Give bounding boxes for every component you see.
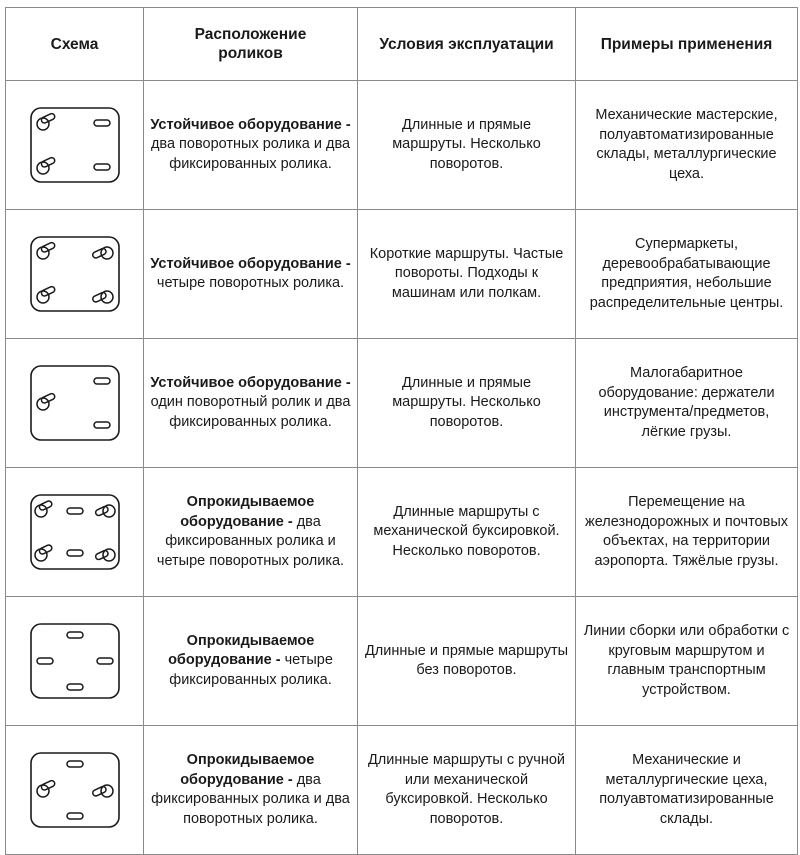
examples-cell: Супермаркеты, деревообрабатывающие предприятия, небольшие распределительные центры.	[576, 210, 798, 339]
scheme-cell	[6, 468, 144, 597]
examples-cell: Линии сборки или обработки с круговым маршрутом и главным транспортным устройством.	[576, 597, 798, 726]
table-row	[6, 468, 798, 597]
scheme-cell	[6, 597, 144, 726]
conditions-cell: Длинные маршруты с ручной или механической буксировкой. Несколько поворотов.	[358, 726, 576, 855]
arrangement-bold: Устойчивое оборудование -	[150, 255, 351, 272]
table-row	[6, 726, 798, 855]
four-fixed-diamond-icon	[29, 622, 121, 700]
arrangement-cell	[144, 210, 358, 339]
arrangement-text: два фиксированных ролика и два поворотных ролика.	[151, 771, 350, 827]
examples-cell: Механические и металлургические цеха, полуавтоматизированные склады.	[576, 726, 798, 855]
table-row	[6, 81, 798, 210]
four-swivel-icon	[29, 235, 121, 313]
arrangement-text: четыре поворотных ролика.	[156, 275, 345, 291]
arrangement-text: два фиксированных ролика и четыре поворотных ролика.	[156, 513, 345, 569]
two-swivel-left-two-fixed-right-icon	[29, 106, 121, 184]
scheme-cell	[6, 339, 144, 468]
table-row	[6, 210, 798, 339]
examples-cell: Малогабаритное оборудование: держатели инструмента/предметов, лёгкие грузы.	[576, 339, 798, 468]
scheme-cell	[6, 81, 144, 210]
arrangement-bold: Устойчивое оборудование -	[150, 374, 351, 391]
arrangement-cell	[144, 81, 358, 210]
arrangement-text: четыре фиксированных ролика.	[169, 652, 333, 688]
header-examples: Примеры применения	[576, 8, 798, 81]
header-arrangement: Расположение роликов	[144, 8, 358, 81]
header-scheme: Схема	[6, 8, 144, 81]
scheme-cell	[6, 726, 144, 855]
header-conditions: Условия эксплуатации	[358, 8, 576, 81]
one-swivel-two-fixed-icon	[29, 364, 121, 442]
table-row	[6, 597, 798, 726]
arrangement-text: один поворотный ролик и два фиксированных ролика.	[150, 394, 351, 430]
arrangement-bold: Устойчивое оборудование -	[150, 116, 351, 133]
conditions-cell: Длинные маршруты с механической буксировкой. Несколько поворотов.	[358, 468, 576, 597]
header-row	[6, 8, 798, 81]
arrangement-cell	[144, 339, 358, 468]
two-fixed-two-swivel-diamond-icon	[29, 751, 121, 829]
two-fixed-four-swivel-icon	[29, 493, 121, 571]
caster-arrangement-table	[5, 7, 798, 855]
conditions-cell: Длинные и прямые маршруты. Несколько поворотов.	[358, 81, 576, 210]
conditions-cell: Длинные и прямые маршруты без поворотов.	[358, 597, 576, 726]
arrangement-cell	[144, 726, 358, 855]
arrangement-bold: Опрокидываемое оборудование -	[168, 632, 315, 669]
scheme-cell	[6, 210, 144, 339]
examples-cell: Механические мастерские, полуавтоматизированные склады, металлургические цеха.	[576, 81, 798, 210]
table-row	[6, 339, 798, 468]
arrangement-cell	[144, 597, 358, 726]
arrangement-bold: Опрокидываемое оборудование -	[180, 752, 315, 788]
conditions-cell: Длинные и прямые маршруты. Несколько поворотов.	[358, 339, 576, 468]
arrangement-cell	[144, 468, 358, 597]
arrangement-text: два поворотных ролика и два фиксированных ролика.	[150, 136, 351, 172]
conditions-cell: Короткие маршруты. Частые повороты. Подходы к машинам или полкам.	[358, 210, 576, 339]
arrangement-bold: Опрокидываемое оборудование -	[180, 494, 315, 530]
examples-cell: Перемещение на железнодорожных и почтовых объектах, на территории аэропорта. Тяжёлые грузы.	[576, 468, 798, 597]
